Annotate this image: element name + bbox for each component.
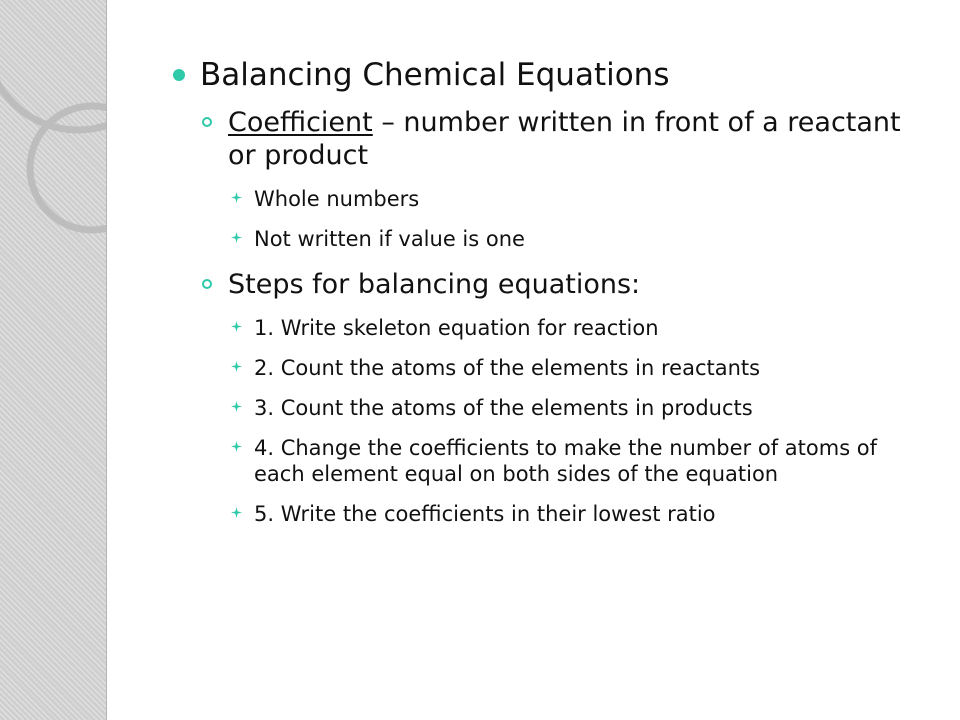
decorative-ring-large — [0, 0, 106, 130]
coefficient-point-text: Not written if value is one — [254, 227, 525, 251]
star-bullet-icon — [231, 507, 242, 518]
coefficient-definition — [172, 106, 912, 172]
ring-bullet-icon — [202, 117, 212, 127]
star-bullet-icon — [231, 232, 242, 243]
star-bullet-icon — [231, 401, 242, 412]
step-item-text: 3. Count the atoms of the elements in products — [254, 396, 753, 420]
coefficient-definition-text: – number written in front of a reactant or product — [228, 107, 901, 171]
coefficient-point-text: Whole numbers — [254, 187, 420, 211]
decorative-rings — [0, 0, 106, 720]
step-item-text: 2. Count the atoms of the elements in reactants — [254, 356, 761, 380]
decorative-side-band — [0, 0, 107, 720]
slide-title — [172, 56, 912, 94]
coefficient-point — [172, 186, 912, 212]
filled-dot-bullet-icon — [173, 69, 185, 81]
star-bullet-icon — [231, 441, 242, 452]
slide-content — [172, 56, 912, 527]
step-item-text: 5. Write the coefficients in their lowest ratio — [254, 502, 716, 526]
ring-bullet-icon — [202, 279, 212, 289]
star-bullet-icon — [231, 192, 242, 203]
star-bullet-icon — [231, 361, 242, 372]
slide-title-text: Balancing Chemical Equations — [200, 57, 670, 93]
step-item — [172, 395, 912, 421]
steps-heading — [172, 268, 912, 301]
steps-heading-text: Steps for balancing equations: — [228, 269, 641, 300]
star-bullet-icon — [231, 321, 242, 332]
step-item — [172, 435, 912, 487]
step-item — [172, 501, 912, 527]
coefficient-point — [172, 226, 912, 252]
step-item-text: 4. Change the coefficients to make the number of atoms of each element equal on both sides of the equation — [254, 436, 878, 486]
coefficient-term: Coefficient — [228, 107, 373, 138]
step-item-text: 1. Write skeleton equation for reaction — [254, 316, 659, 340]
step-item — [172, 355, 912, 381]
step-item — [172, 315, 912, 341]
